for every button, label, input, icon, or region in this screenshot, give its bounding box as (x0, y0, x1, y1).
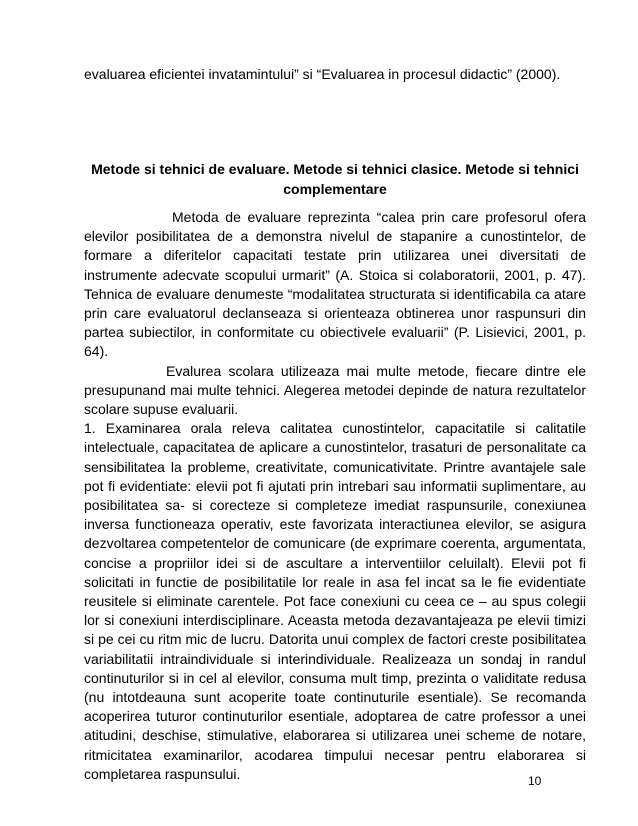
paragraph-method-definition: Metoda de evaluare reprezinta “calea prin care profesorul ofera elevilor posibilitatea de a demonstra nivelul de stapanire a cunostintelor, de formare a diferitelor capacitati testate prin utilizarea unei diversitati de instrumente adecvate scopului urmarit” (A. Stoica si colaboratorii, 2001, p. 47). Tehnica de evaluare denumeste “modalitatea structurata si identificabila ca atare prin care evaluatorul declanseaza si orienteaza obtinerea unor raspunsuri din partea subiectilor, in conformitate cu obiectivele evaluarii” (P. Lisievici, 2001, p. 64). (84, 209, 586, 360)
section-heading: Metode si tehnici de evaluare. Metode si tehnici clasice. Metode si tehnici complementare (91, 161, 579, 197)
page-number: 10 (528, 774, 542, 788)
intro-text: evaluarea eficientei invatamintului” si “Evaluarea in procesul didactic” (2000). (84, 66, 561, 82)
paragraph-oral-examination: 1. Examinarea orala releva calitatea cunostintelor, capacitatile si calitatile intelectuale, capacitatea de aplicare a cunostintelor, trasaturi de personalitate ca sensibilitatea la probleme, creativitate, comunicativitate. Printre avantajele sale pot fi evidentiate: elevii pot fi ajutati prin intrebari sau informatii suplimentare, au posibilitatea sa- si corecteze si completeze imediat raspunsurile, conexiunea inversa functioneaza operativ, este favorizata interactiunea elevilor, se asigura dezvoltarea competentelor de comunicare (de exprimare coerenta, argumentata, concise a propriilor idei si de ascultare a interventiilor celuilalt). Elevii pot fi solicitati in functie de posibilitatile lor reale in asa fel incat sa le fie evidentiate reusitele si eliminate carentele. Pot face conexiuni cu ceea ce – au spus colegii lor si conexiuni interdisciplinare. Aceasta metoda dezavantajeaza pe elevii timizi si pe cei cu ritm mic de lucru. Datorita unui complex de factori creste posibilitatea variabilitatii intraindividuale si interindividuale. Realizeaza un sondaj in randul continuturilor si in cel al elevilor, consuma mult timp, prezinta o validitate redusa (nu intotdeauna sunt acoperite toate continuturile esentiale). Se recomanda acoperirea tuturor continuturilor esentiale, adoptarea de catre professor a unei atitudini, deschise, stimulative, elaborarea si utilizarea unei scheme de notare, ritmicitatea examinarilor, acodarea timpului necesar pentru elaborarea si completarea raspunsului. (84, 420, 586, 782)
paragraph-evaluation-methods: Evalurea scolara utilizeaza mai multe metode, fiecare dintre ele presupunand mai multe tehnici. Alegerea metodei depinde de natura rezultatelor scolare supuse evaluarii. (84, 362, 586, 418)
body-text (84, 208, 586, 784)
